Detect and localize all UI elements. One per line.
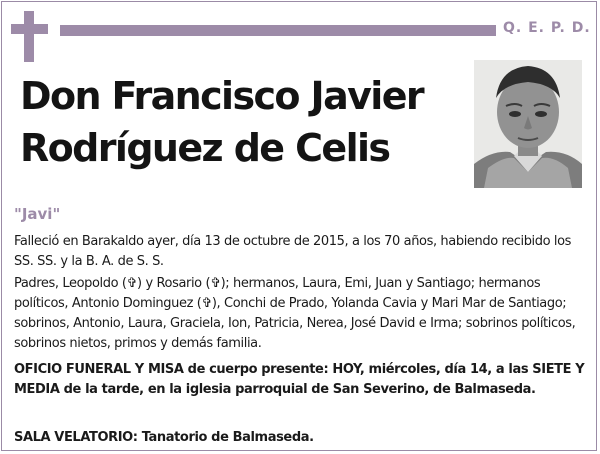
deceased-name (20, 70, 465, 174)
header-divider (60, 25, 496, 36)
funeral-paragraph: OFICIO FUNERAL Y MISA de cuerpo presente: HOY, miércoles, día 14, a las SIETE Y MEDIA de la tarde, en la iglesia parroquial de San Severino, de Balmaseda. (14, 362, 585, 397)
qepd-label: Q. E. P. D. (503, 20, 591, 36)
death-notice-paragraph: Falleció en Barakaldo ayer, día 13 de octubre de 2015, a los 70 años, habiendo recibido los SS. SS. y la B. A. de S. S. (14, 234, 572, 269)
name-line-2: Rodríguez de Celis (20, 126, 390, 170)
cross-horizontal-bar (11, 24, 48, 34)
name-line-1: Don Francisco Javier (20, 74, 424, 118)
deceased-nickname: "Javi" (14, 205, 61, 223)
family-paragraph: Padres, Leopoldo (✞) y Rosario (✞); hermanos, Laura, Emi, Juan y Santiago; hermanos políticos, Antonio Dominguez (✞), Conchi de Prado, Yolanda Cavia y Mari Mar de Santiago; sobrinos, Antonio, Laura, Graciela, Ion, Patricia, Nerea, José David e Irma; sobrinos políticos, sobrinos nietos, primos y demás familia. (14, 276, 576, 351)
deceased-photo (474, 60, 582, 188)
cross-vertical-bar (24, 11, 34, 62)
portrait-image (474, 60, 582, 188)
wake-paragraph: SALA VELATORIO: Tanatorio de Balmaseda. (14, 430, 314, 445)
